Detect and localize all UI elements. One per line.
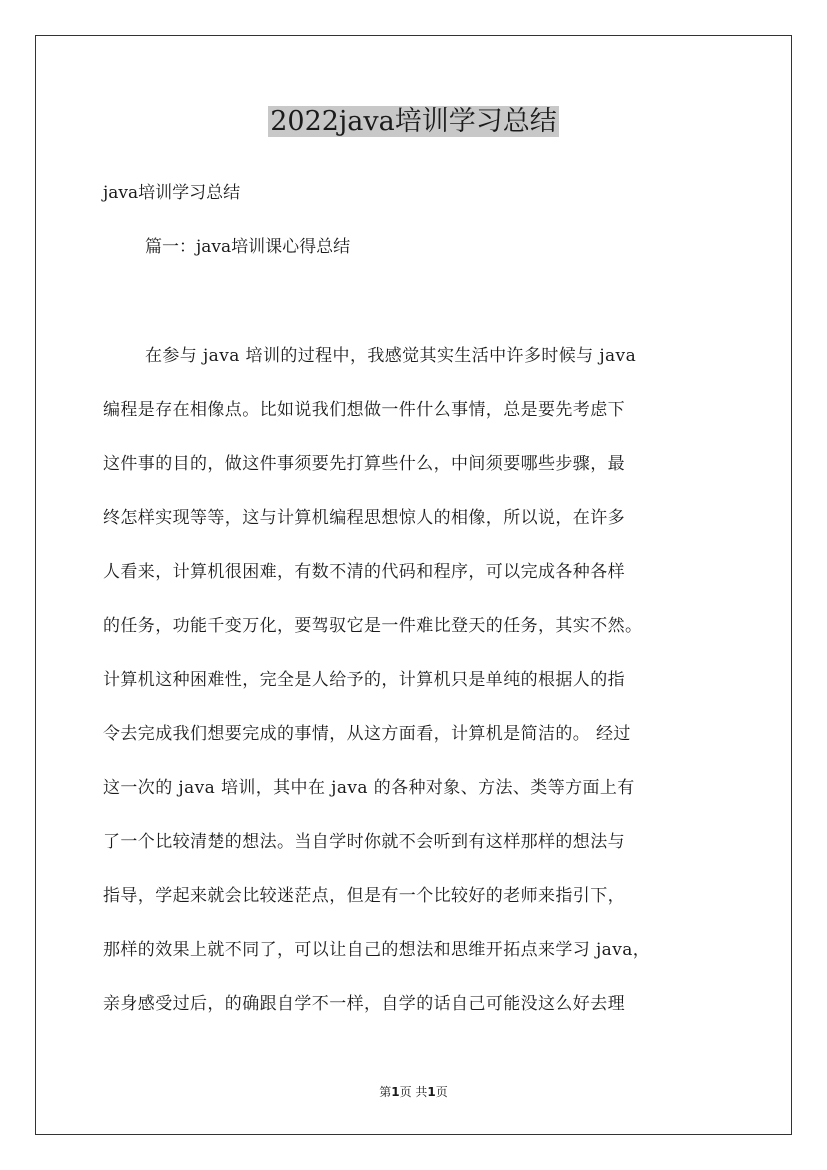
document-subtitle: java培训学习总结 xyxy=(103,183,241,203)
body-line: 这一次的 java 培训，其中在 java 的各种对象、方法、类等方面上有 xyxy=(103,778,635,798)
page-total: 1 xyxy=(427,1085,436,1099)
body-line: 人看来，计算机很困难，有数不清的代码和程序，可以完成各种各样 xyxy=(103,562,625,582)
body-line: 的任务，功能千变万化，要驾驭它是一件难比登天的任务，其实不然。 xyxy=(103,616,643,636)
body-line: 这件事的目的，做这件事须要先打算些什么，中间须要哪些步骤，最 xyxy=(103,454,625,474)
body-line: 令去完成我们想要完成的事情，从这方面看，计算机是简洁的。 经过 xyxy=(103,724,631,744)
page-prefix: 第 xyxy=(379,1085,392,1099)
page-footer xyxy=(0,1082,827,1102)
body-line: 那样的效果上就不同了，可以让自己的想法和思维开拓点来学习 java， xyxy=(103,940,651,960)
body-line: 编程是存在相像点。比如说我们想做一件什么事情，总是要先考虑下 xyxy=(103,400,625,420)
body-line: 终怎样实现等等，这与计算机编程思想惊人的相像，所以说，在许多 xyxy=(103,508,625,528)
section-heading: 篇一：java培训课心得总结 xyxy=(145,237,351,257)
body-line: 了一个比较清楚的想法。当自学时你就不会听到有这样那样的想法与 xyxy=(103,832,625,852)
body-line: 指导，学起来就会比较迷茫点，但是有一个比较好的老师来指引下， xyxy=(103,886,625,906)
document-title-text: 2022java培训学习总结 xyxy=(270,106,557,137)
page-mid: 页 共 xyxy=(399,1085,428,1099)
body-line: 在参与 java 培训的过程中，我感觉其实生活中许多时候与 java xyxy=(145,346,637,366)
page-suffix: 页 xyxy=(435,1085,448,1099)
body-line: 亲身感受过后，的确跟自学不一样，自学的话自己可能没这么好去理 xyxy=(103,994,625,1014)
body-line: 计算机这种困难性，完全是人给予的，计算机只是单纯的根据人的指 xyxy=(103,670,625,690)
document-title xyxy=(0,100,827,144)
page-number: 1 xyxy=(391,1085,400,1099)
